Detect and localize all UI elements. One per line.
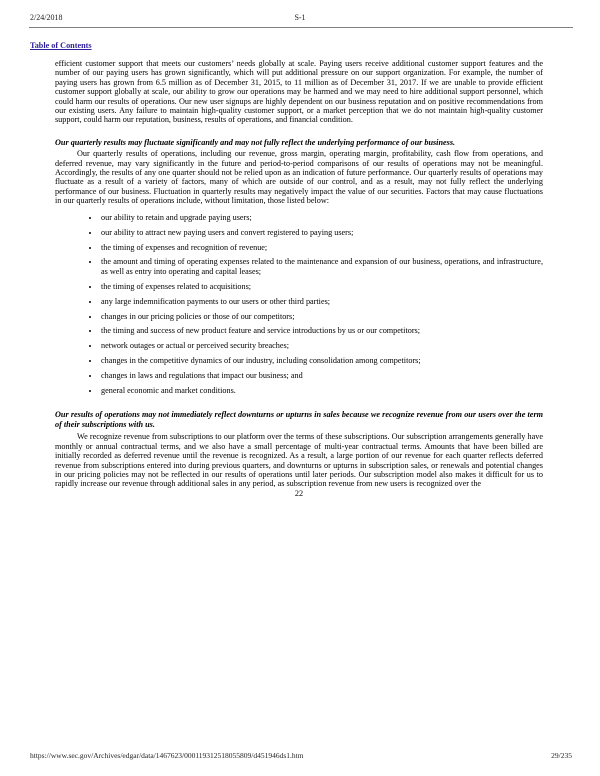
list-item: • our ability to attract new paying users and convert registered to paying users; [100,228,543,237]
list-item: • changes in the competitive dynamics of our industry, including consolidation among competitors; [100,356,543,365]
list-item: • any large indemnification payments to our users or other third parties; [100,297,543,306]
list-item: • general economic and market conditions. [100,386,543,395]
paragraph-revenue-recognition: We recognize revenue from subscriptions to our platform over the terms of these subscriptions. Our subscription arrangements generally have monthly or annual contractual terms, and we also have a small percentage of multi-year contractual terms. Amounts that have been billed are initially recorded as deferred revenue until the revenue is recognized. As a result, a large portion of our revenue for each quarter reflects deferred revenue from subscriptions entered into during previous quarters, and downturns or upturns in subscription sales, or renewals and potential changes in our pricing policies may not be reflected in our results of operations until later periods. Our subscription model also makes it difficult for us to rapidly increase our revenue through additional sales in any period, as subscription revenue from new users is recognized over the [55,432,543,489]
risk-heading-revenue-recognition: Our results of operations may not immediately reflect downturns or upturns in sales because we recognize revenue from our users over the term of their subscriptions with us. [55,410,543,429]
list-item: • the timing of expenses related to acquisitions; [100,282,543,291]
list-item: • network outages or actual or perceived security breaches; [100,341,543,350]
footer-url: https://www.sec.gov/Archives/edgar/data/1467623/000119312518055809/d451946ds1.htm [30,751,304,760]
paragraph-customer-support: efficient customer support that meets our customers’ needs globally at scale. Paying users receive additional customer support features and the number of our paying users has grown significantly, which will put additional pressure on our support organization. For example, the number of paying users has grown from 6.5 million as of December 31, 2015, to 11 million as of December 31, 2017. If we are unable to provide efficient customer support globally at scale, our ability to grow our operations may be harmed and we may need to hire additional support personnel, which could harm our results of operations. Our new user signups are highly dependent on our business reputation and on positive recommendations from our existing users. Any failure to maintain high-quality customer support, or a market perception that we do not maintain high-quality customer support, could harm our reputation, business, results of operations, and financial condition. [55,59,543,125]
risk-heading-quarterly-results: Our quarterly results may fluctuate significantly and may not fully reflect the underlying performance of our business. [55,137,456,147]
header-form-type: S-1 [294,13,306,22]
document-body [55,59,543,498]
paragraph-quarterly-results: Our quarterly results of operations, including our revenue, gross margin, operating margin, profitability, cash flow from operations, and deferred revenue, may vary significantly in the future and period-to-period comparisons of our results of operations may not be meaningful. Accordingly, the results of any one quarter should not be relied upon as an indication of future performance. Our quarterly results of operations may fluctuate as a result of a variety of factors, many of which are outside of our control, and as a result, may not fully reflect the underlying performance of our business. Fluctuation in quarterly results may negatively impact the value of our securities. Factors that may cause fluctuations in our quarterly results of operations include, without limitation, those listed below: [55,149,543,206]
list-item: • our ability to retain and upgrade paying users; [100,213,543,222]
list-item: • changes in our pricing policies or those of our competitors; [100,312,543,321]
risk-factor-list [55,213,543,396]
header-date: 2/24/2018 [30,13,63,22]
table-of-contents-link[interactable]: Table of Contents [30,41,92,50]
list-item: • the amount and timing of operating expenses related to the maintenance and expansion of our business, operations, and infrastructure, as well as entry into operating and capital leases; [100,257,543,276]
header-divider [29,27,573,28]
footer-page-indicator: 29/235 [551,751,572,760]
list-item: • the timing and success of new product feature and service introductions by us or our competitors; [100,326,543,335]
list-item: • changes in laws and regulations that impact our business; and [100,371,543,380]
page-number: 22 [294,488,304,498]
list-item: • the timing of expenses and recognition of revenue; [100,243,543,252]
